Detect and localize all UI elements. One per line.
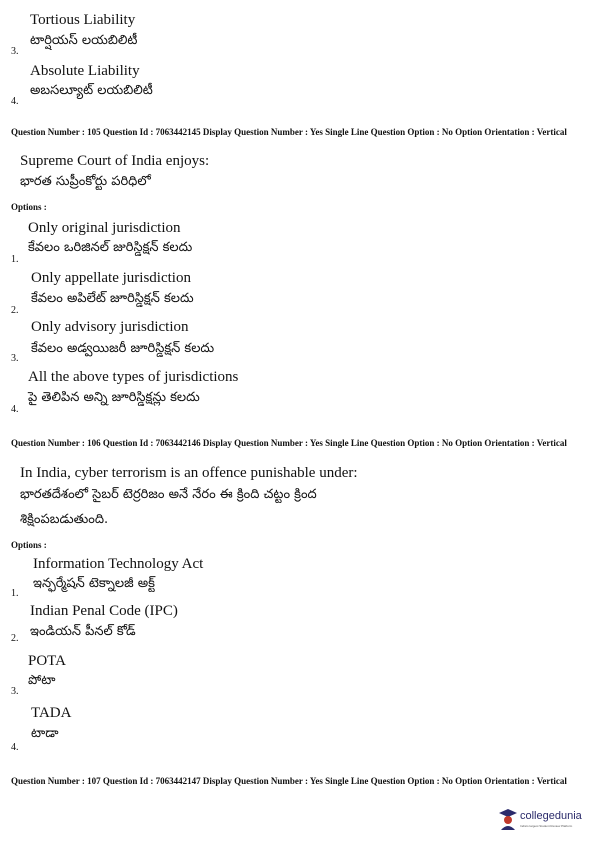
option-text-en: Only appellate jurisdiction bbox=[31, 270, 191, 286]
option-text-te: కేవలం ఒరిజినల్ జురిస్డిక్షన్ కలదు bbox=[28, 240, 193, 255]
option-number: 4. bbox=[11, 404, 19, 415]
question-meta: Question Number : 106 Question Id : 7063442146 Display Question Number : Yes Single Line Question Option : No Option Orientation : Vertical bbox=[11, 438, 567, 448]
graduate-icon bbox=[498, 808, 518, 830]
option-text-te: కేవలం అపిలేట్ జూరిస్డిక్షన్ కలదు bbox=[31, 291, 194, 306]
option-text-en: POTA bbox=[28, 653, 66, 669]
logo-tagline: India's largest Student Review Platform bbox=[520, 824, 573, 828]
option-text-te: కేవలం అడ్వయిజరీ జూరిస్డిక్షన్ కలదు bbox=[31, 341, 215, 356]
collegedunia-logo bbox=[498, 806, 590, 834]
option-text-en: Absolute Liability bbox=[30, 63, 140, 79]
option-number: 1. bbox=[11, 588, 19, 599]
options-label: Options : bbox=[11, 540, 47, 550]
option-number: 3. bbox=[11, 353, 19, 364]
option-text-te: టాడా bbox=[31, 726, 59, 741]
option-text-en: Information Technology Act bbox=[33, 556, 204, 572]
option-text-te: ఇన్ఫర్మేషన్ టెక్నాలజీ అక్ట్ bbox=[33, 576, 155, 591]
option-number: 4. bbox=[11, 96, 19, 107]
option-number: 1. bbox=[11, 254, 19, 265]
option-number: 3. bbox=[11, 686, 19, 697]
question-meta: Question Number : 107 Question Id : 7063442147 Display Question Number : Yes Single Line Question Option : No Option Orientation : Vertical bbox=[11, 776, 567, 786]
question-meta: Question Number : 105 Question Id : 7063442145 Display Question Number : Yes Single Line Question Option : No Option Orientation : Vertical bbox=[11, 127, 567, 137]
question-text-te: భారతదేశంలో సైబర్ టెర్రరిజం అనే నేరం ఈ క్రింది చట్టం క్రింద bbox=[20, 487, 317, 502]
question-text-en: In India, cyber terrorism is an offence punishable under: bbox=[20, 465, 358, 481]
option-number: 3. bbox=[11, 46, 19, 57]
logo-name: collegedunia bbox=[520, 810, 582, 822]
option-text-te: పై తెలిపిన అన్ని జూరిస్డిక్షన్లు కలదు bbox=[28, 390, 200, 405]
option-text-en: TADA bbox=[31, 705, 72, 721]
question-text-te: భారత సుప్రీంకోర్టు పరిధిలో bbox=[20, 174, 151, 189]
option-text-en: Tortious Liability bbox=[30, 12, 136, 28]
option-text-te: ఇండియన్ పీనల్ కోడ్ bbox=[30, 624, 136, 639]
option-text-en: All the above types of jurisdictions bbox=[28, 369, 239, 385]
option-text-te: పోటా bbox=[28, 673, 56, 688]
question-text-te-line2: శిక్షింపబడుతుంది. bbox=[20, 512, 109, 527]
question-text-en: Supreme Court of India enjoys: bbox=[20, 153, 210, 169]
option-text-en: Indian Penal Code (IPC) bbox=[30, 603, 178, 619]
option-text-en: Only original jurisdiction bbox=[28, 220, 181, 236]
option-number: 2. bbox=[11, 633, 19, 644]
option-text-te: టార్షియస్ లయబిలిటీ bbox=[30, 33, 138, 48]
options-label: Options : bbox=[11, 202, 47, 212]
option-text-te: అబసల్యూట్ లయబిలిటీ bbox=[30, 83, 153, 98]
option-number: 4. bbox=[11, 742, 19, 753]
option-text-en: Only advisory jurisdiction bbox=[31, 319, 189, 335]
option-number: 2. bbox=[11, 305, 19, 316]
